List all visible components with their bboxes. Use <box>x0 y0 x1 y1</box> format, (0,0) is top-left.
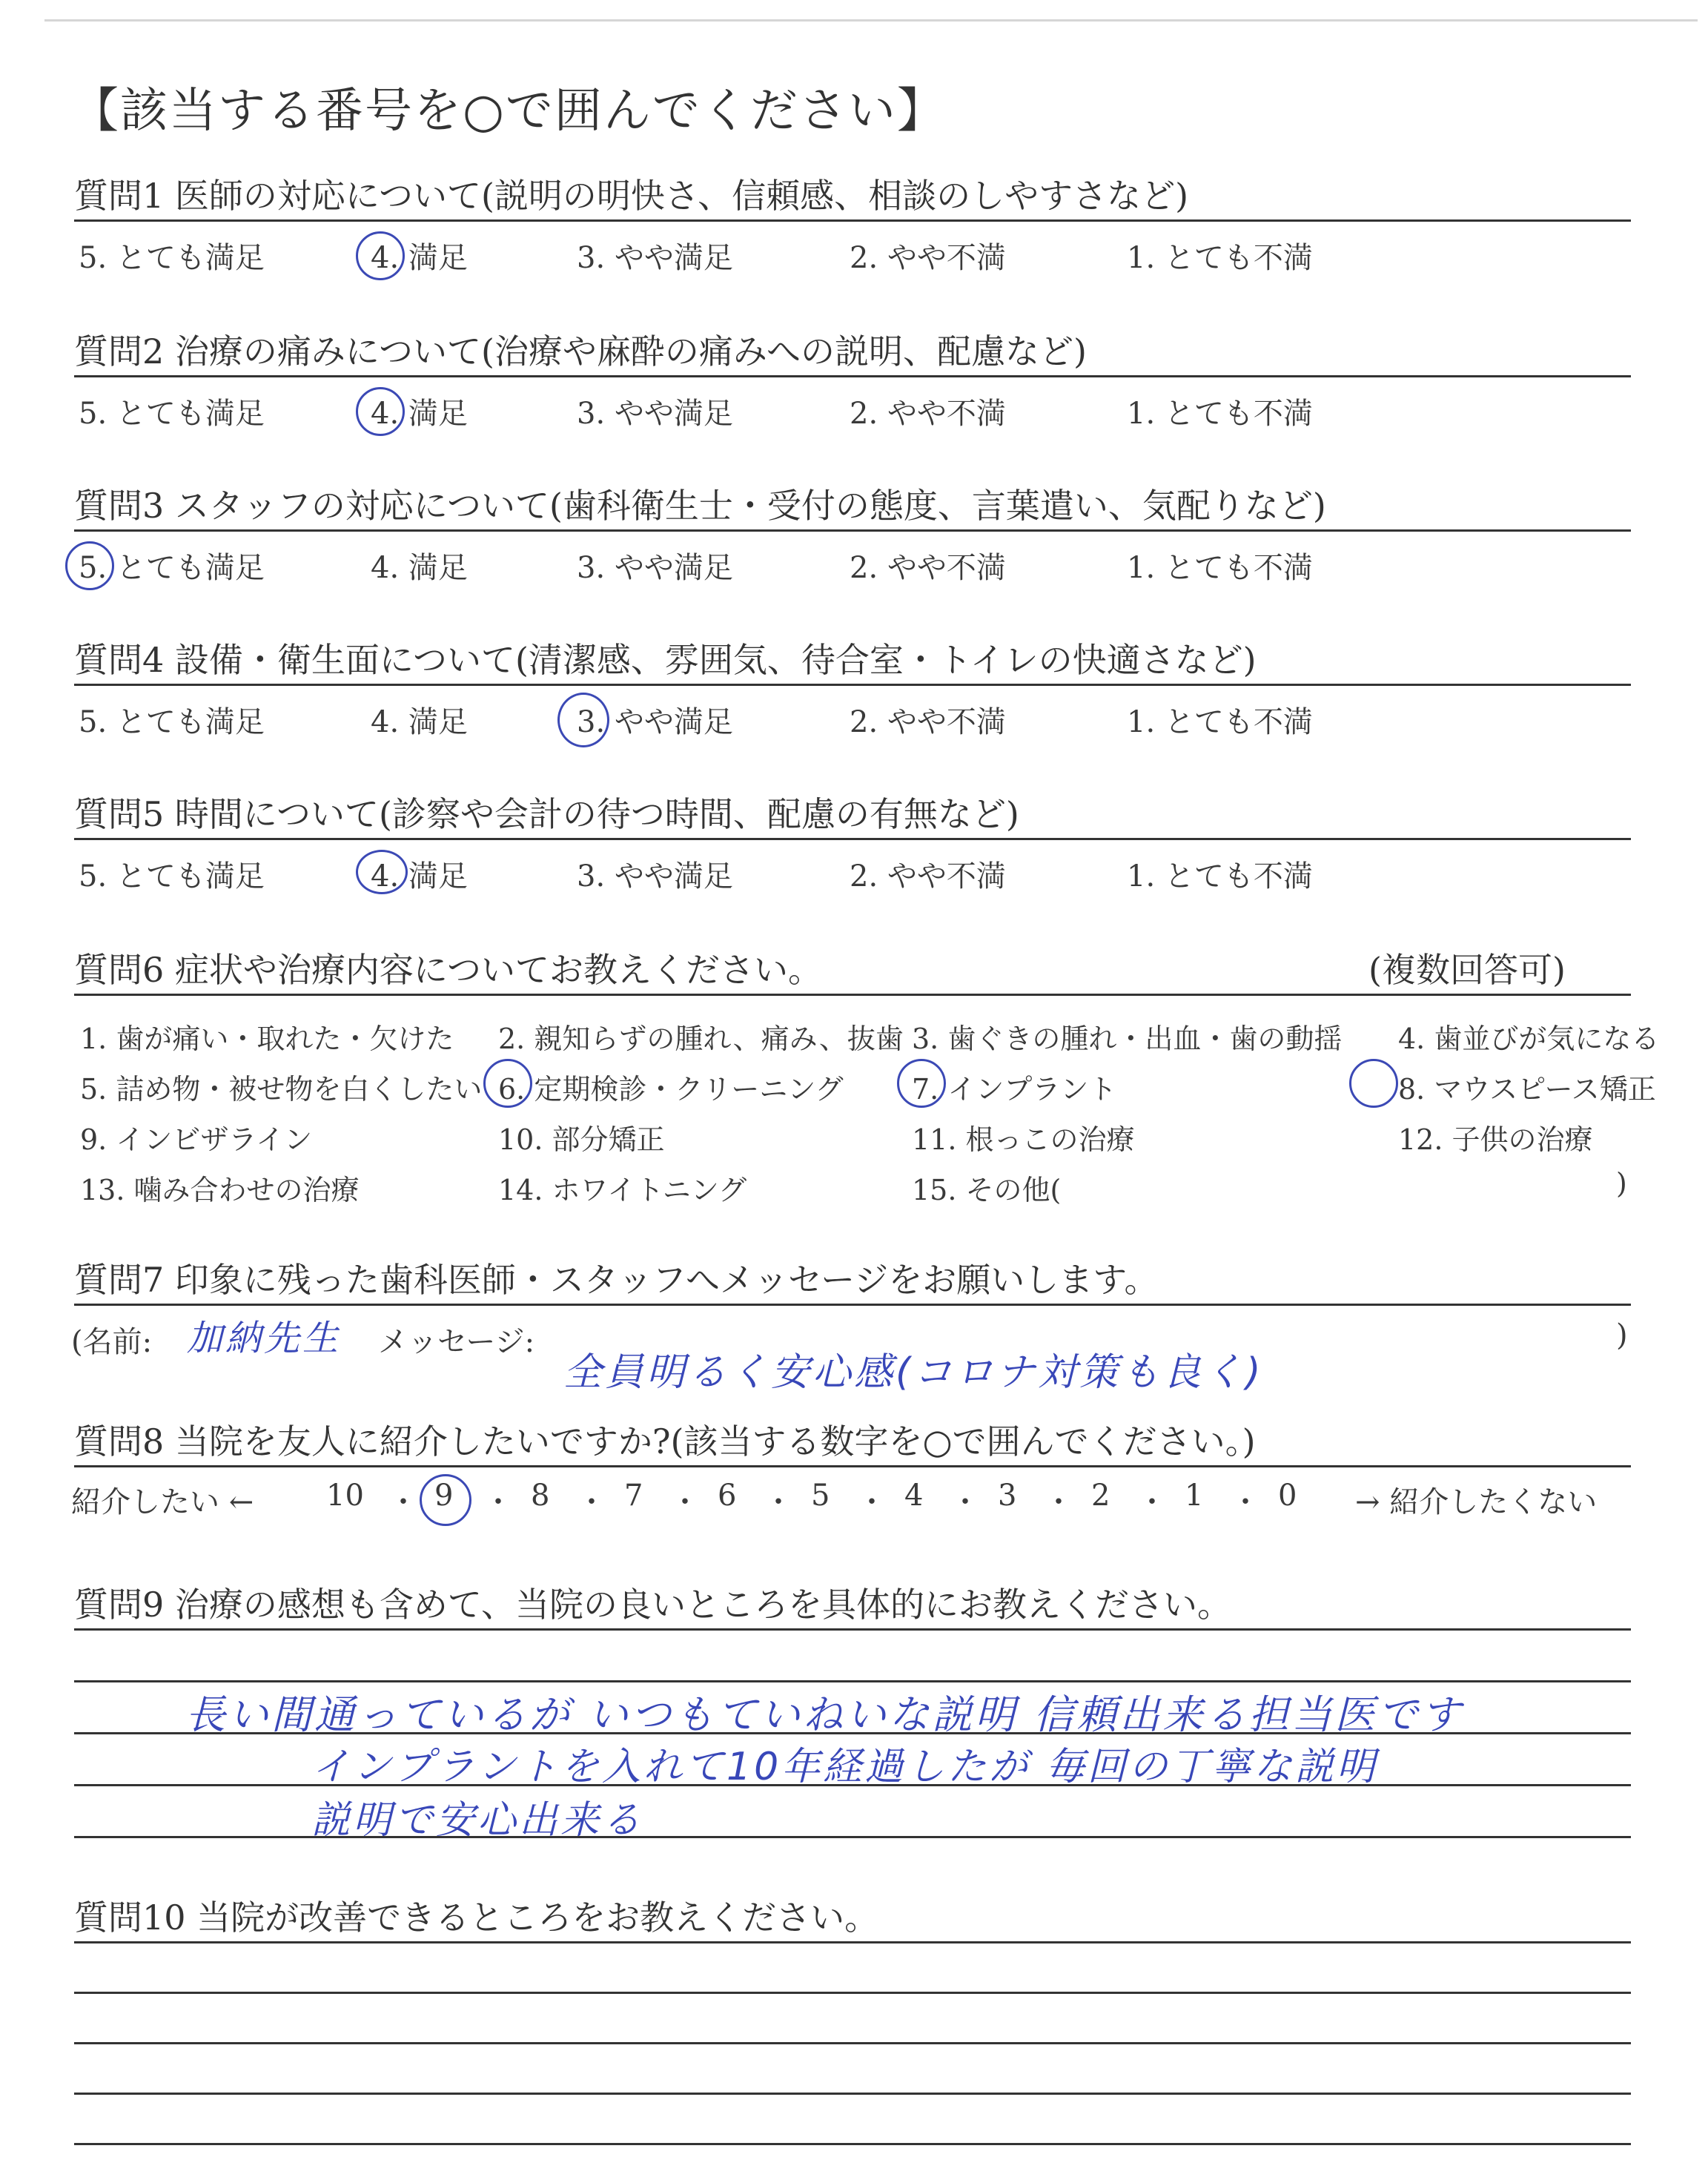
q4-selection-circle <box>557 693 609 747</box>
q4-option-1[interactable]: 1. とても不満 <box>1127 705 1313 739</box>
q8-separator: ・ <box>577 1485 606 1519</box>
q2-option-3[interactable]: 3. やや満足 <box>577 397 733 431</box>
question-9-rule <box>74 1628 1631 1631</box>
question-3-title: 質問3 スタッフの対応について(歯科衛生士・受付の態度、言葉遣い、気配りなど) <box>74 486 1326 526</box>
q3-option-1[interactable]: 1. とても不満 <box>1127 551 1313 585</box>
q8-score-8[interactable]: 8 <box>531 1479 550 1513</box>
question-2 <box>74 325 1631 436</box>
q1-option-5[interactable]: 5. とても満足 <box>79 241 265 275</box>
q10-writing-line <box>74 2093 1631 2095</box>
question-5 <box>74 787 1631 899</box>
q4-option-3[interactable]: 3. やや満足 <box>577 705 733 739</box>
question-4-rule <box>74 684 1631 686</box>
q10-writing-line <box>74 1992 1631 1994</box>
q8-right-label: → 紹介したくない <box>1355 1485 1598 1519</box>
q7-name-label: (名前: <box>71 1325 153 1359</box>
q8-score-7[interactable]: 7 <box>624 1479 643 1513</box>
q8-separator: ・ <box>764 1485 793 1519</box>
q6-option-9[interactable]: 9. インビザライン <box>80 1123 313 1156</box>
q6-selection-circle-8 <box>1349 1059 1398 1108</box>
question-3 <box>74 479 1631 590</box>
q4-option-4[interactable]: 4. 満足 <box>371 705 468 739</box>
q8-score-1[interactable]: 1 <box>1185 1479 1204 1513</box>
q7-message-label: メッセージ: <box>378 1325 535 1359</box>
question-7-rule <box>74 1304 1631 1306</box>
q5-option-2[interactable]: 2. やや不満 <box>850 859 1006 894</box>
q6-option-12[interactable]: 12. 子供の治療 <box>1398 1123 1593 1156</box>
q8-separator: ・ <box>1137 1485 1167 1519</box>
top-border <box>44 19 1698 22</box>
q8-score-5[interactable]: 5 <box>811 1479 830 1513</box>
question-1 <box>74 169 1631 280</box>
q8-score-3[interactable]: 3 <box>998 1479 1017 1513</box>
question-5-title: 質問5 時間について(診察や会計の待つ時間、配慮の有無など) <box>74 794 1019 834</box>
q6-option-6[interactable]: 6. 定期検診・クリーニング <box>498 1073 844 1106</box>
q6-option-5[interactable]: 5. 詰め物・被せ物を白くしたい <box>80 1073 483 1106</box>
q8-score-4[interactable]: 4 <box>904 1479 924 1513</box>
question-5-rule <box>74 838 1631 840</box>
q1-option-4[interactable]: 4. 満足 <box>371 241 468 275</box>
question-1-rule <box>74 219 1631 222</box>
question-6 <box>74 943 1660 1210</box>
q8-separator: ・ <box>483 1485 513 1519</box>
q8-score-9[interactable]: 9 <box>434 1479 454 1513</box>
q9-handwritten-line-1[interactable]: 長い間通っているが いつもていねいな説明 信頼出来る担当医です <box>185 1691 1464 1738</box>
q6-option-2[interactable]: 2. 親知らずの腫れ、痛み、抜歯 <box>498 1023 904 1055</box>
q2-option-4[interactable]: 4. 満足 <box>371 397 468 431</box>
q7-message-handwritten[interactable]: 全員明るく安心感(コロナ対策も良く) <box>563 1350 1264 1395</box>
q5-selection-circle <box>356 850 408 894</box>
q2-selection-circle <box>356 387 405 436</box>
q8-score-6[interactable]: 6 <box>718 1479 737 1513</box>
q6-option-13[interactable]: 13. 噛み合わせの治療 <box>80 1174 360 1206</box>
question-10-title: 質問10 当院が改善できるところをお教えください。 <box>74 1898 879 1938</box>
q8-separator: ・ <box>950 1485 980 1519</box>
q10-writing-line <box>74 2143 1631 2145</box>
question-6-rule <box>74 994 1631 996</box>
question-1-title: 質問1 医師の対応について(説明の明快さ、信頼感、相談のしやすさなど) <box>74 176 1189 216</box>
q3-option-4[interactable]: 4. 満足 <box>371 551 468 585</box>
q6-option-10[interactable]: 10. 部分矯正 <box>498 1123 665 1156</box>
question-7-title: 質問7 印象に残った歯科医師・スタッフへメッセージをお願いします。 <box>74 1260 1159 1300</box>
question-4 <box>74 633 1631 744</box>
q6-option-14[interactable]: 14. ホワイトニング <box>498 1174 747 1206</box>
q6-option-4[interactable]: 4. 歯並びが気になる <box>1398 1023 1660 1055</box>
q8-selection-circle <box>420 1474 471 1526</box>
q6-option-7[interactable]: 7. インプラント <box>912 1073 1117 1106</box>
q4-option-5[interactable]: 5. とても満足 <box>79 705 265 739</box>
page-title: 【該当する番号を○で囲んでください】 <box>71 84 946 139</box>
q3-option-2[interactable]: 2. やや不満 <box>850 551 1006 585</box>
q5-option-4[interactable]: 4. 満足 <box>371 859 468 894</box>
q6-selection-circle-6 <box>483 1059 532 1108</box>
q6-option-3[interactable]: 3. 歯ぐきの腫れ・出血・歯の動揺 <box>912 1023 1343 1055</box>
q8-score-10[interactable]: 10 <box>326 1479 364 1513</box>
q9-writing-line <box>74 1836 1631 1838</box>
q2-option-5[interactable]: 5. とても満足 <box>79 397 265 431</box>
q8-separator: ・ <box>857 1485 887 1519</box>
q9-handwritten-line-2[interactable]: インプラントを入れて10年経過したが 毎回の丁寧な説明 <box>311 1745 1378 1789</box>
q3-option-5[interactable]: 5. とても満足 <box>79 551 265 585</box>
q5-option-3[interactable]: 3. やや満足 <box>577 859 733 894</box>
q8-separator: ・ <box>1231 1485 1260 1519</box>
q10-writing-line <box>74 2042 1631 2044</box>
q6-option-1[interactable]: 1. 歯が痛い・取れた・欠けた <box>80 1023 454 1055</box>
q1-option-2[interactable]: 2. やや不満 <box>850 241 1006 275</box>
q5-option-1[interactable]: 1. とても不満 <box>1127 859 1313 894</box>
q8-left-label: 紹介したい ← <box>71 1485 254 1519</box>
q9-writing-line <box>74 1680 1631 1682</box>
question-8-rule <box>74 1465 1631 1467</box>
q1-option-3[interactable]: 3. やや満足 <box>577 241 733 275</box>
question-8-title: 質問8 当院を友人に紹介したいですか?(該当する数字を○で囲んでください。) <box>74 1421 1256 1462</box>
q2-option-1[interactable]: 1. とても不満 <box>1127 397 1313 431</box>
q1-selection-circle <box>356 231 405 280</box>
question-2-rule <box>74 375 1631 377</box>
q3-option-3[interactable]: 3. やや満足 <box>577 551 733 585</box>
q1-option-1[interactable]: 1. とても不満 <box>1127 241 1313 275</box>
question-8 <box>71 1415 1631 1533</box>
question-10 <box>74 1891 1631 1965</box>
q8-score-0[interactable]: 0 <box>1278 1479 1297 1513</box>
q7-name-handwritten[interactable]: 加納先生 <box>187 1318 342 1359</box>
q6-option-8[interactable]: 8. マウスピース矯正 <box>1398 1073 1656 1106</box>
q2-option-2[interactable]: 2. やや不満 <box>850 397 1006 431</box>
question-6-note: (複数回答可) <box>1368 950 1566 990</box>
q6-option-15[interactable]: 15. その他( <box>912 1174 1062 1206</box>
question-4-title: 質問4 設備・衛生面について(清潔感、雰囲気、待合室・トイレの快適さなど) <box>74 640 1257 680</box>
q8-score-2[interactable]: 2 <box>1091 1479 1110 1513</box>
q8-separator: ・ <box>388 1485 418 1519</box>
q6-option-11[interactable]: 11. 根っこの治療 <box>912 1123 1135 1156</box>
question-7 <box>71 1253 1631 1401</box>
question-9 <box>74 1578 1631 1652</box>
q8-separator: ・ <box>670 1485 700 1519</box>
q4-option-2[interactable]: 2. やや不満 <box>850 705 1006 739</box>
q9-handwritten-line-3[interactable]: 説明で安心出来る <box>311 1798 644 1843</box>
question-2-title: 質問2 治療の痛みについて(治療や麻酔の痛みへの説明、配慮など) <box>74 331 1087 371</box>
q7-close-paren: ) <box>1616 1318 1628 1353</box>
q8-separator: ・ <box>1044 1485 1073 1519</box>
question-3-rule <box>74 529 1631 532</box>
q6-option-15-close-paren: ) <box>1616 1167 1627 1200</box>
q6-selection-circle-7 <box>897 1059 946 1108</box>
question-6-title: 質問6 症状や治療内容についてお教えください。 <box>74 950 822 990</box>
question-10-rule <box>74 1941 1631 1943</box>
question-9-title: 質問9 治療の感想も含めて、当院の良いところを具体的にお教えください。 <box>74 1585 1231 1625</box>
q5-option-5[interactable]: 5. とても満足 <box>79 859 265 894</box>
q3-selection-circle <box>65 541 114 590</box>
